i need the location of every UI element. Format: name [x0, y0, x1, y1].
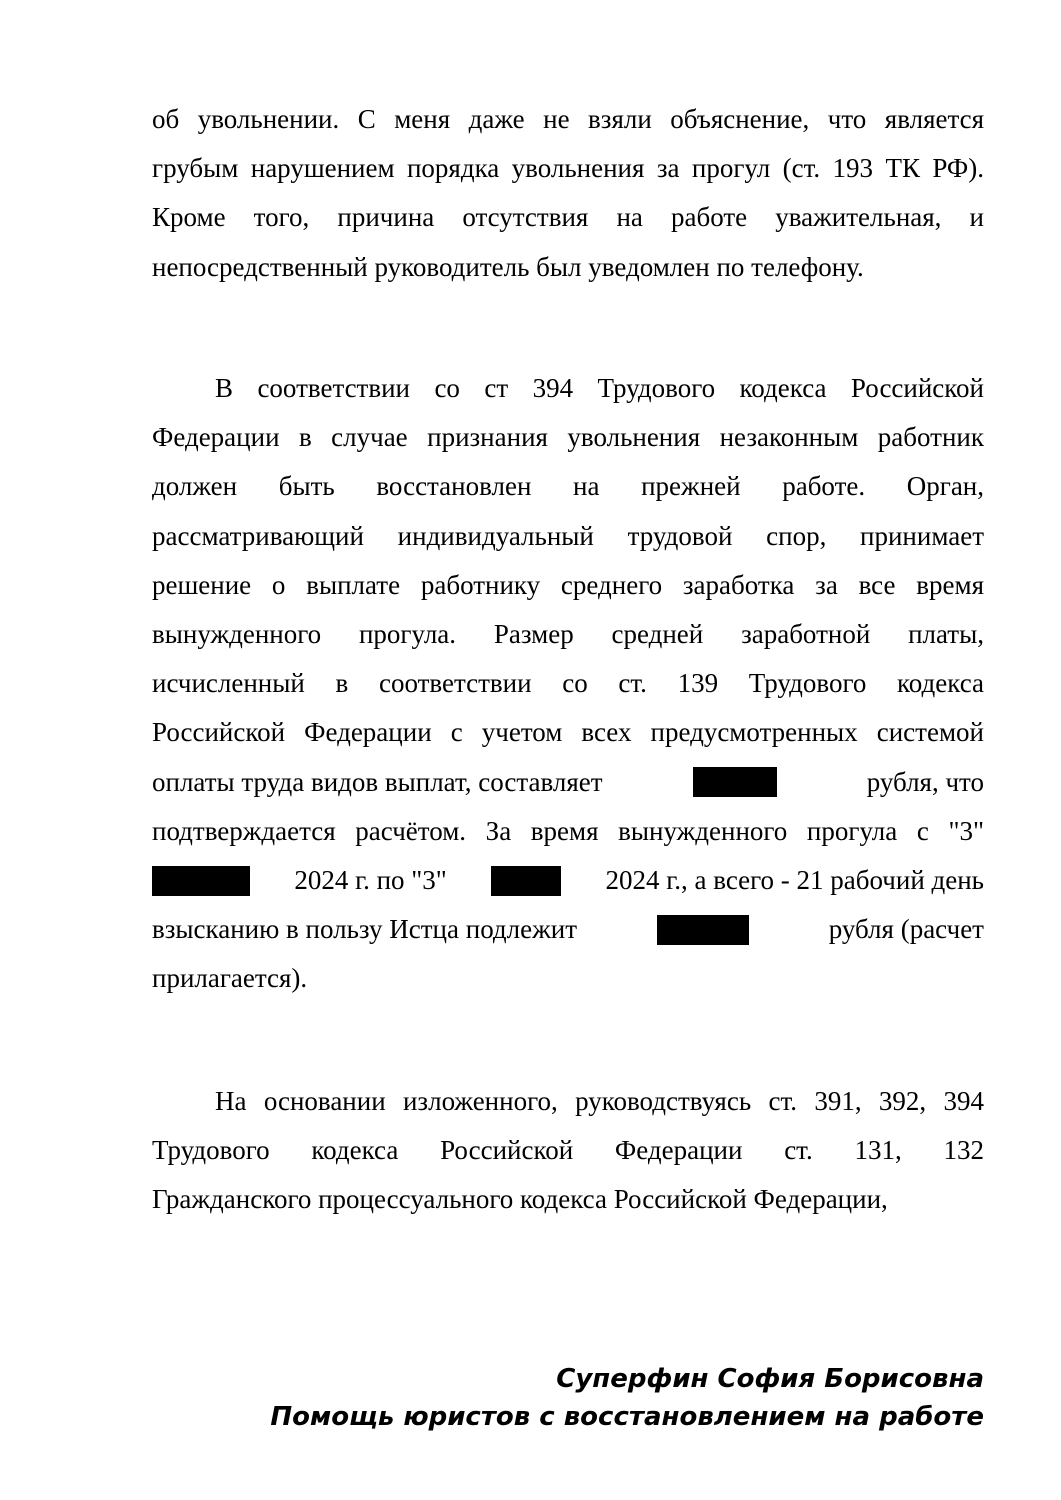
- text-line: должен быть восстановлен на прежней работе. Орган,: [152, 471, 984, 502]
- text-line: об увольнении. С меня даже не взяли объяснение, что является: [152, 104, 984, 134]
- salary-text-before: оплаты труда видов выплат, составляет: [152, 766, 603, 797]
- text-line: Федерации в случае признания увольнения незаконным работник: [152, 422, 984, 453]
- text-line: грубым нарушением порядка увольнения за прогул (ст. 193 ТК РФ).: [152, 153, 984, 184]
- paragraph-legal-basis: [152, 1077, 984, 1225]
- signature-block: [270, 1360, 984, 1436]
- dates-text-after: 2024 г., а всего - 21 рабочий день: [605, 865, 984, 896]
- text-line: прилагается).: [152, 963, 308, 994]
- signature-name: Суперфин София Борисовна: [556, 1364, 984, 1394]
- text-line-dates: [152, 856, 984, 905]
- text-line: рассматривающий индивидуальный трудовой спор, принимает: [152, 520, 984, 551]
- dates-text-middle: 2024 г. по "3": [294, 865, 447, 896]
- text-line: подтверждается расчётом. За время вынужденного прогула с "3": [152, 815, 984, 846]
- text-line-claim-amount: [152, 905, 984, 954]
- text-line: Кроме того, причина отсутствия на работе уважительная, и: [152, 202, 984, 233]
- paragraph-dismissal-violation: [152, 95, 984, 292]
- text-line: вынужденного прогула. Размер средней заработной платы,: [152, 619, 984, 650]
- claim-text-before: взысканию в пользу Истца подлежит: [152, 914, 578, 945]
- text-line: В соответствии со ст 394 Трудового кодекса Российской: [215, 373, 984, 403]
- text-line: Российской Федерации с учетом всех предусмотренных системой: [152, 717, 984, 748]
- redacted-end-month: [491, 866, 561, 896]
- text-line: решение о выплате работнику среднего заработка за все время: [152, 569, 984, 600]
- redacted-salary-amount: [693, 767, 777, 797]
- claim-text-after: рубля (расчет: [828, 914, 984, 945]
- signature-subtitle: Помощь юристов с восстановлением на работе: [270, 1402, 984, 1432]
- text-line: непосредственный руководитель был уведомлен по телефону.: [152, 251, 864, 282]
- redacted-claim-amount: [657, 915, 749, 945]
- paragraph-reinstatement-law: [152, 364, 984, 1004]
- text-line: На основании изложенного, руководствуясь ст. 391, 392, 394: [215, 1086, 984, 1116]
- text-line: Гражданского процессуального кодекса Российской Федерации,: [152, 1184, 888, 1215]
- salary-text-after: рубля, что: [866, 766, 984, 797]
- text-line: исчисленный в соответствии со ст. 139 Трудового кодекса: [152, 668, 984, 699]
- text-line-salary: [152, 758, 984, 807]
- redacted-start-month: [152, 866, 250, 896]
- text-line: Трудового кодекса Российской Федерации ст. 131, 132: [152, 1135, 984, 1166]
